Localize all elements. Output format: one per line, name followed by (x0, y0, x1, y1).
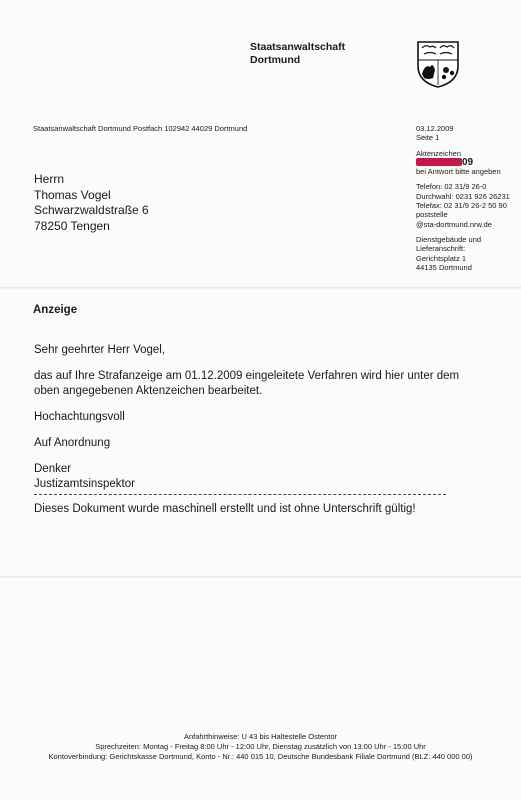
authority-city: Dortmund (250, 54, 301, 66)
authority-name: Staatsanwaltschaft (250, 41, 346, 53)
subject-line: Anzeige (33, 304, 78, 316)
by-order: Auf Anordnung (34, 437, 111, 449)
delivery-label: Lieferanschrift: (416, 244, 466, 254)
redaction-mark (416, 158, 462, 166)
signer-name: Denker (34, 463, 72, 475)
recipient-address (34, 172, 149, 234)
office-street: Gerichtsplatz 1 (416, 253, 467, 263)
fax: Telefax: 02 31/9 26-2 50 90 (416, 201, 507, 211)
direct-dial: Durchwahl: 0231 926 26231 (416, 191, 510, 201)
footer-directions: Anfahrthinweise: U 43 bis Haltestelle Ostentor (184, 732, 337, 741)
machine-generated-note: Dieses Dokument wurde maschinell erstellt und ist ohne Unterschrift gültig! (34, 503, 416, 515)
email: @sta-dortmund.nrw.de (416, 219, 492, 229)
post-label: poststelle (416, 210, 448, 220)
signer-title: Justizamtsinspektor (34, 478, 135, 490)
greeting: Sehr geehrter Herr Vogel, (34, 344, 166, 356)
recipient-city: 78250 Tengen (34, 218, 110, 233)
info-column (416, 124, 516, 272)
sender-return-address: Staatsanwaltschaft Dortmund Postfach 102942 44029 Dortmund (33, 124, 248, 133)
footer (0, 732, 521, 762)
recipient-salutation: Herrn (34, 172, 65, 186)
file-number (416, 158, 516, 167)
closing: Hochachtungsvoll (34, 411, 125, 423)
body-line: das auf Ihre Strafanzeige am 01.12.2009 eingeleitete Verfahren wird hier unter dem (34, 370, 460, 382)
paper-fold (0, 576, 521, 578)
recipient-name: Thomas Vogel (34, 187, 111, 202)
page-number: Seite 1 (416, 133, 440, 143)
nrw-coat-of-arms-icon (416, 40, 460, 88)
body-paragraph (34, 369, 474, 399)
paper-fold (0, 287, 521, 289)
letter-date: 03.12.2009 (416, 124, 454, 133)
letterhead (250, 41, 345, 67)
dashed-divider (34, 494, 446, 495)
recipient-street: Schwarzwaldstraße 6 (34, 203, 149, 217)
file-number-hint: bei Antwort bitte angeben (416, 167, 501, 177)
file-number-suffix: 09 (462, 156, 474, 168)
footer-bank: Kontoverbindung: Gerichtskasse Dortmund, Konto - Nr.: 440 015 10, Deutsche Bundesbank Filiale Dortmund (BLZ: 440 000 00) (48, 752, 473, 761)
body-line: oben angegebenen Aktenzeichen bearbeitet. (34, 385, 263, 397)
office-city: 44135 Dortmund (416, 262, 472, 272)
office-label: Dienstgebäude und (416, 234, 482, 244)
signer (34, 462, 474, 492)
file-number-label: Aktenzeichen (416, 148, 462, 158)
phone: Telefon: 02 31/9 26-0 (416, 182, 487, 192)
footer-hours: Sprechzeiten: Montag - Freitag 8:00 Uhr - 12:00 Uhr, Dienstag zusätzlich von 13:00 Uhr - 15:00 Uhr (95, 742, 426, 751)
